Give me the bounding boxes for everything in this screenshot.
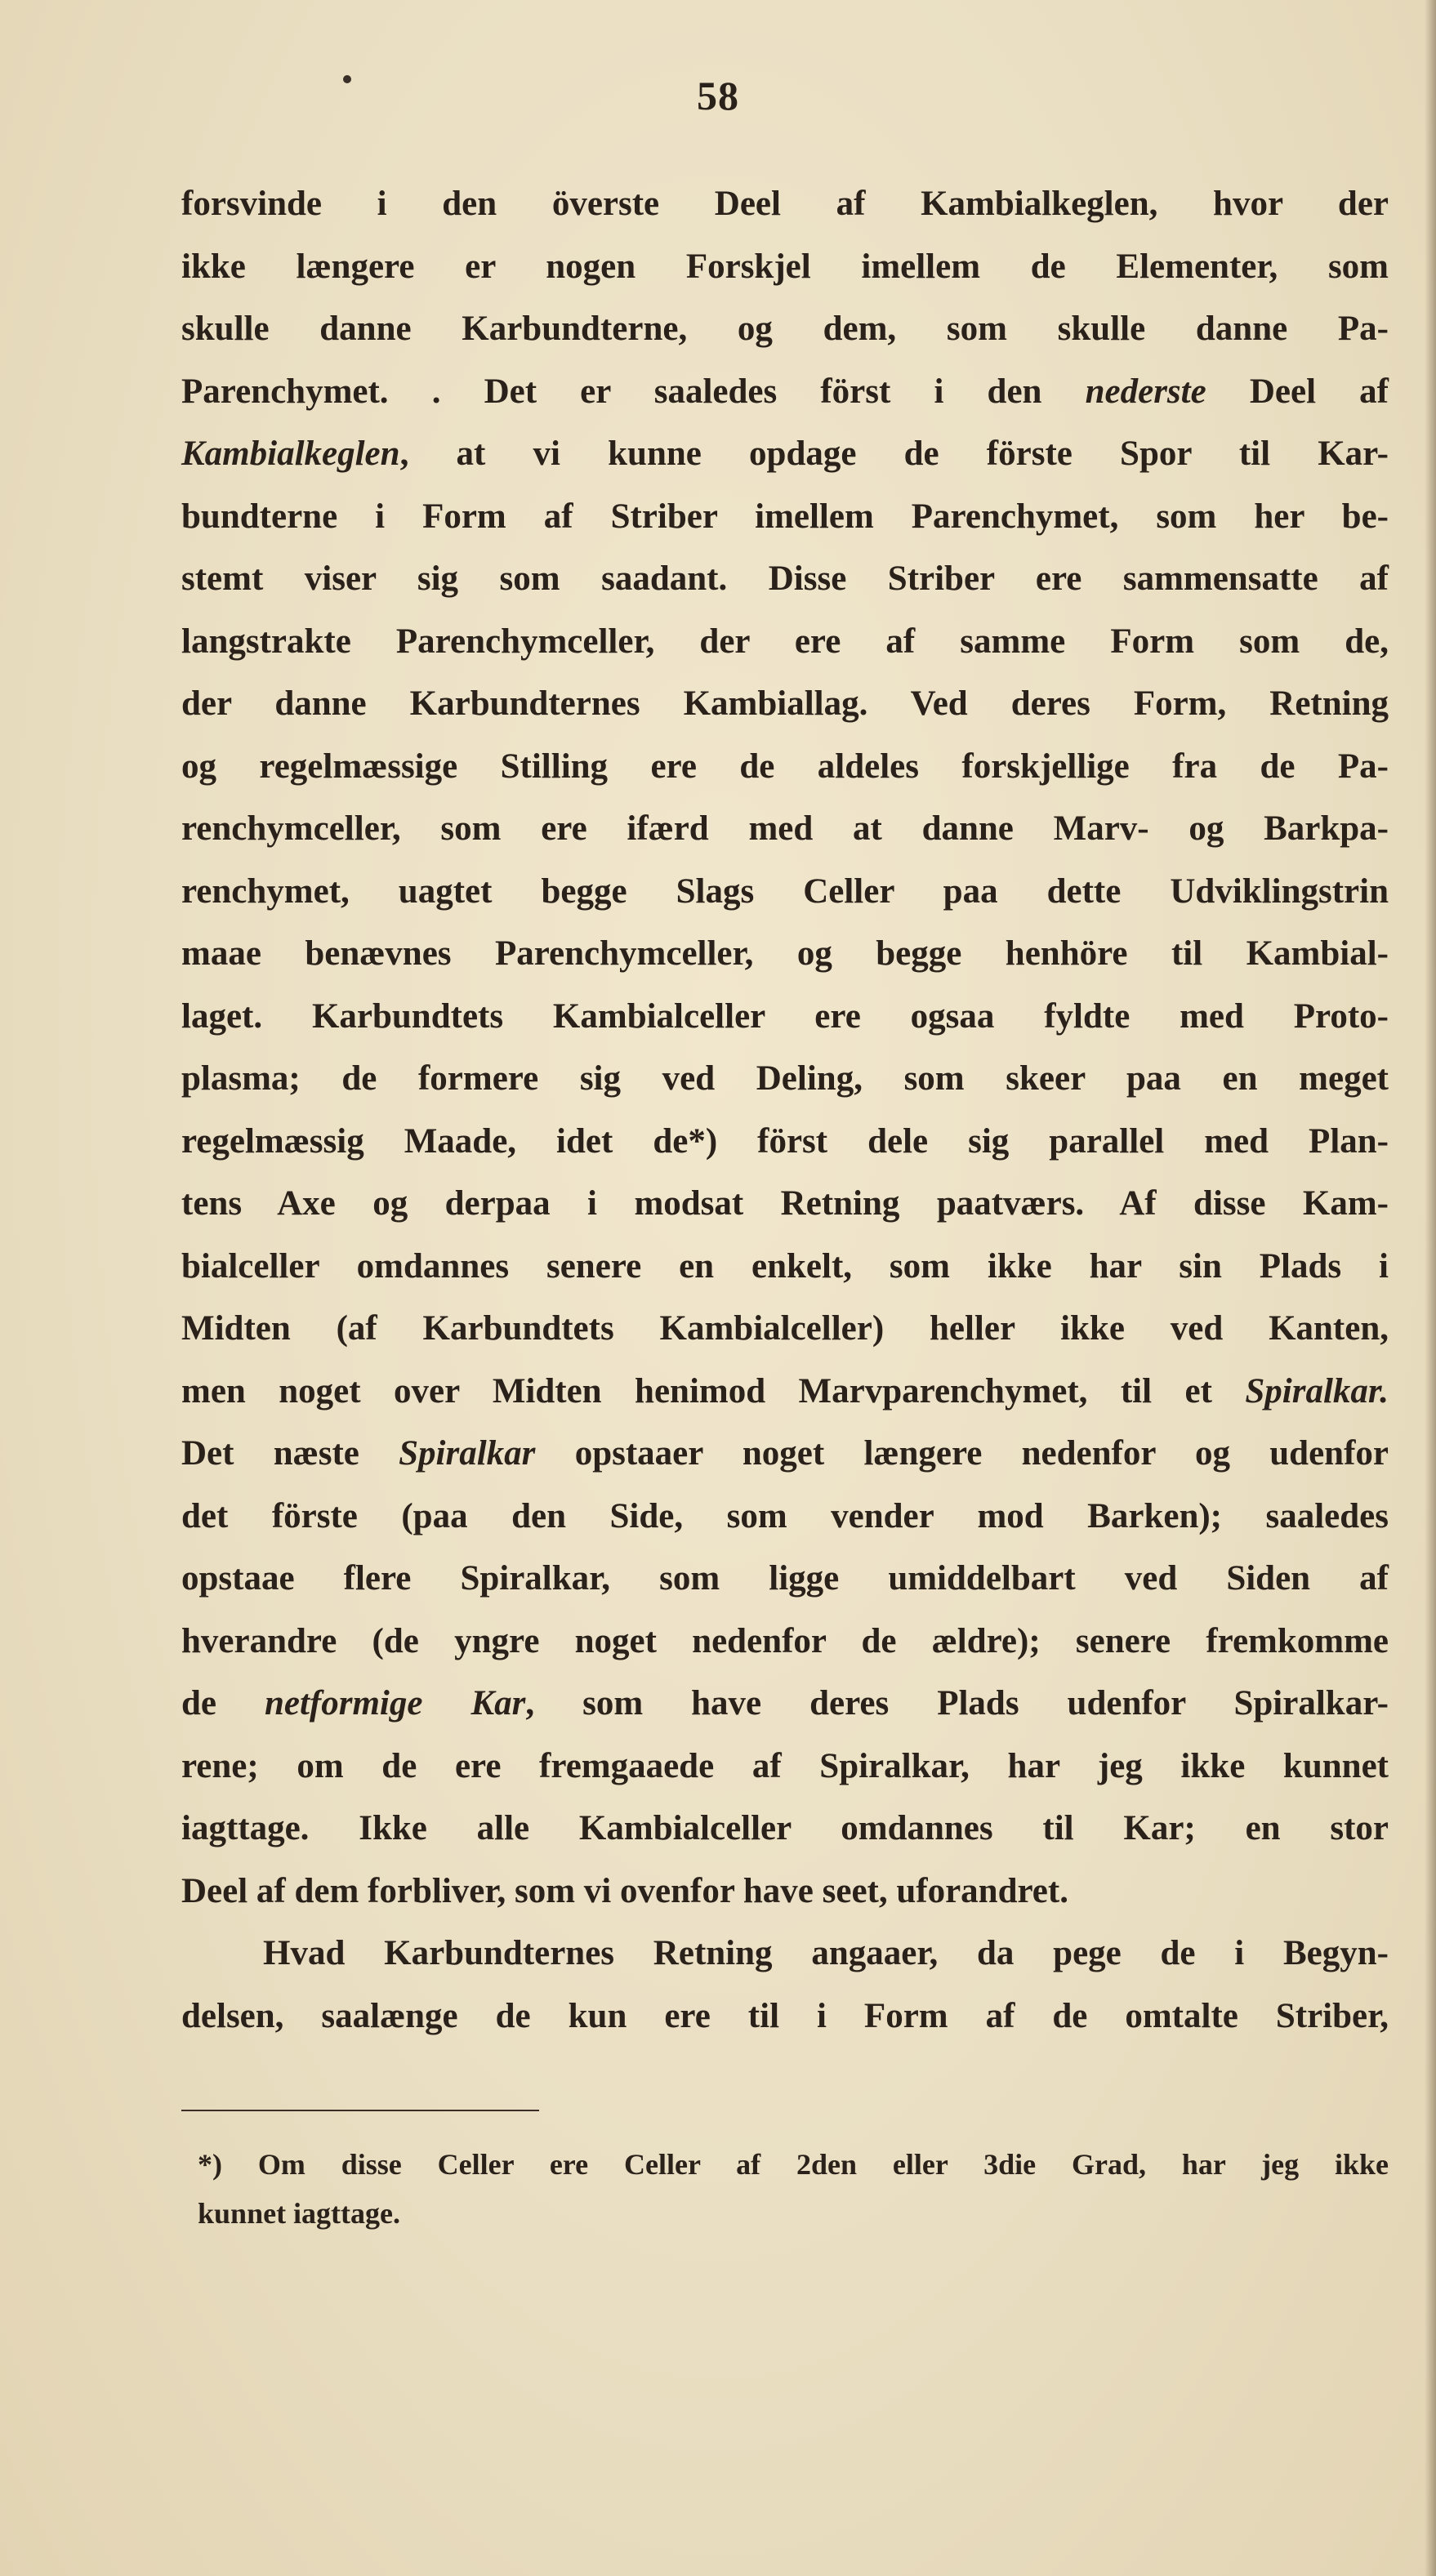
text-run: men noget over Midten henimod Marvparenchymet, til et — [181, 1371, 1246, 1411]
text-line — [181, 1985, 1389, 2048]
text-line — [181, 1736, 1389, 1798]
text-run: tens Axe og derpaa i modsat Retning paatværs. Af disse Kam- — [181, 1184, 1389, 1223]
text-run: ikke længere er nogen Forskjel imellem de Elementer, som — [181, 247, 1389, 286]
text-line — [181, 1798, 1389, 1861]
text-line — [181, 486, 1389, 549]
text-run: bundterne i Form af Striber imellem Parenchymet, som her be- — [181, 497, 1389, 536]
emphasized-text: Spiralkar. — [1245, 1371, 1389, 1411]
text-line — [181, 611, 1389, 674]
emphasized-text: netformige Kar — [264, 1684, 526, 1723]
page-edge-shadow — [1425, 0, 1436, 2576]
text-run: iagttage. Ikke alle Kambialceller omdannes til Kar; en stor — [181, 1809, 1389, 1847]
text-line — [181, 1111, 1389, 1174]
text-run: der danne Karbundternes Kambiallag. Ved deres Form, Retning — [181, 684, 1389, 723]
text-run: langstrakte Parenchymceller, der ere af samme Form som de, — [181, 622, 1389, 661]
text-run: laget. Karbundtets Kambialceller ere ogsaa fyldte med Proto- — [181, 996, 1389, 1036]
text-line — [181, 423, 1389, 486]
text-line — [181, 923, 1389, 986]
text-run: Deel af dem forbliver, som vi ovenfor have seet, uforandret. — [181, 1871, 1068, 1910]
text-line — [181, 1861, 1389, 1923]
text-run: delsen, saalænge de kun ere til i Form af de omtalte Striber, — [181, 1996, 1389, 2035]
text-line — [181, 1361, 1389, 1424]
text-line — [181, 236, 1389, 299]
text-line — [181, 1923, 1389, 1985]
page-number: 58 — [697, 73, 739, 118]
text-line — [181, 298, 1389, 361]
text-run: renchymet, uagtet begge Slags Celler paa dette Udviklingstrin — [181, 871, 1389, 911]
text-run: Hvad Karbundternes Retning angaaer, da pege de i Begyn- — [263, 1934, 1389, 1972]
text-run: regelmæssig Maade, idet de*) först dele sig parallel med Plan- — [181, 1121, 1389, 1161]
text-run: det förste (paa den Side, som vender mod Barken); saaledes — [181, 1496, 1389, 1535]
text-run: Parenchymet. . Det er saaledes först i den — [181, 372, 1086, 411]
text-line — [181, 1673, 1389, 1736]
body-text — [181, 173, 1389, 2048]
text-line — [181, 173, 1389, 236]
emphasized-text: Kambialkeglen — [181, 435, 400, 473]
text-run: Det næste — [181, 1434, 399, 1473]
text-run: skulle danne Karbundterne, og dem, som skulle danne Pa- — [181, 310, 1389, 348]
emphasized-text: nederste — [1085, 372, 1206, 411]
footnote-line: kunnet iagttage. — [198, 2197, 401, 2230]
text-line — [181, 1173, 1389, 1236]
text-run: opstaaer noget længere nedenfor og udenfor — [535, 1434, 1389, 1473]
text-run: renchymceller, som ere ifærd med at danne Marv- og Barkpa- — [181, 809, 1389, 848]
text-run: og regelmæssige Stilling ere de aldeles forskjellige fra de Pa- — [181, 747, 1389, 786]
text-line — [181, 736, 1389, 799]
text-run: , at vi kunne opdage de förste Spor til Kar- — [399, 435, 1389, 473]
text-run: Deel af — [1206, 372, 1389, 411]
footnote — [198, 2140, 1389, 2238]
text-line — [181, 861, 1389, 924]
text-line — [181, 1486, 1389, 1549]
text-run: stemt viser sig som saadant. Disse Striber ere sammensatte af — [181, 559, 1389, 598]
text-run: , som have deres Plads udenfor Spiralkar- — [525, 1684, 1389, 1723]
text-run: Midten (af Karbundtets Kambialceller) heller ikke ved Kanten, — [181, 1309, 1389, 1348]
text-run: de — [181, 1684, 265, 1723]
text-line — [181, 361, 1389, 424]
text-line — [181, 1423, 1389, 1486]
text-line — [181, 1611, 1389, 1674]
text-line — [181, 673, 1389, 736]
text-line — [181, 798, 1389, 861]
text-run: rene; om de ere fremgaaede af Spiralkar, har jeg ikke kunnet — [181, 1746, 1389, 1785]
text-line — [181, 548, 1389, 611]
text-run: plasma; de formere sig ved Deling, som skeer paa en meget — [181, 1059, 1389, 1098]
text-run: opstaae flere Spiralkar, som ligge umiddelbart ved Siden af — [181, 1559, 1389, 1598]
text-line — [181, 1298, 1389, 1361]
text-run: bialceller omdannes senere en enkelt, som ikke har sin Plads i — [181, 1246, 1389, 1286]
text-line — [181, 1048, 1389, 1111]
text-run: forsvinde i den överste Deel af Kambialkeglen, hvor der — [181, 185, 1389, 223]
text-run: maae benævnes Parenchymceller, og begge henhöre til Kambial- — [181, 934, 1389, 973]
text-line — [181, 1236, 1389, 1299]
footnote-divider — [181, 2110, 539, 2111]
footnote-line: *) Om disse Celler ere Celler af 2den eller 3die Grad, har jeg ikke — [198, 2148, 1389, 2181]
text-line — [181, 1548, 1389, 1611]
emphasized-text: Spiralkar — [399, 1434, 536, 1473]
text-line — [181, 986, 1389, 1049]
text-run: hverandre (de yngre noget nedenfor de ældre); senere fremkomme — [181, 1621, 1389, 1660]
